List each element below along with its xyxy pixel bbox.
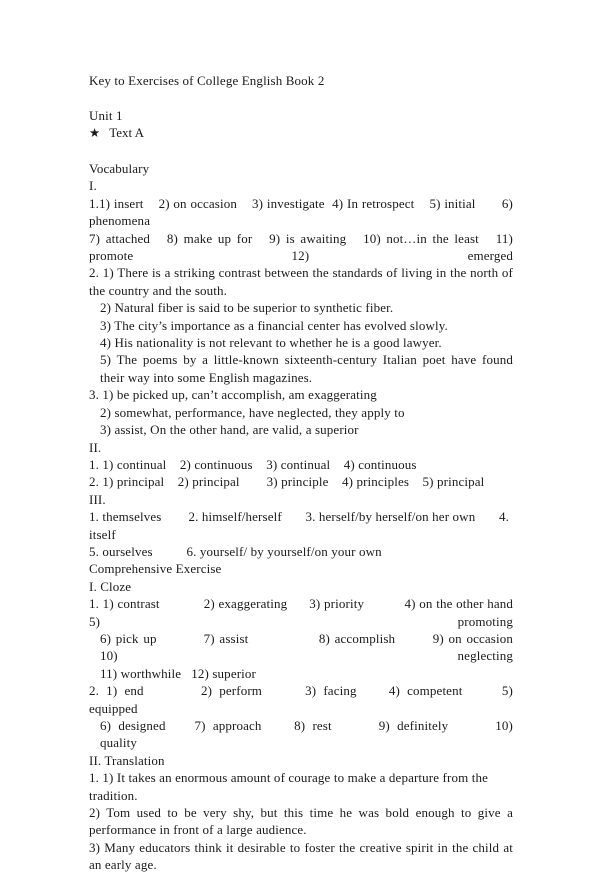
cloze-item-2a: 2. 1) end 2) perform 3) facing 4) competent 5) equipped: [89, 683, 517, 716]
spacer: [89, 143, 513, 160]
vocabulary-item-1b: 7) attached 8) make up for 9) is awaiting 10) not…in the least 11) promote 12) emerged: [89, 230, 517, 264]
cloze-label: I. Cloze: [89, 578, 132, 594]
vocabulary-item-2-5: 5) The poems by a little-known sixteenth-century Italian poet have found their way into some English magazines.: [100, 352, 517, 385]
document-title: Key to Exercises of College English Book 2: [89, 73, 325, 88]
comprehensive-heading: Comprehensive Exercise: [89, 561, 222, 577]
vocabulary-part-3-label: III.: [89, 491, 106, 507]
vocabulary-part-2-item-2: 2. 1) principal 2) principal 3) principle 4) principles 5) principal: [89, 474, 485, 490]
vocabulary-item-1a: 1.1) insert 2) on occasion 3) investigate 4) In retrospect 5) initial 6) phenomena: [89, 195, 517, 229]
vocabulary-item-2-4: 4) His nationality is not relevant to whether he is a good lawyer.: [100, 335, 442, 351]
vocabulary-item-3-3: 3) assist, On the other hand, are valid, a superior: [100, 422, 359, 438]
cloze-item-1a: 1. 1) contrast 2) exaggerating 3) priority 4) on the other hand 5) promoting: [89, 596, 534, 629]
spacer: [89, 89, 513, 106]
vocabulary-part-2-item-1: 1. 1) continual 2) continuous 3) continual 4) continuous: [89, 456, 417, 472]
vocabulary-item-3-2: 2) somewhat, performance, have neglected, they apply to: [100, 404, 405, 420]
translation-item-3: 3) Many educators think it desirable to foster the creative spirit in the child at an early age.: [89, 839, 517, 873]
vocabulary-part-1-label: I.: [89, 178, 97, 194]
vocabulary-item-2-1: 2. 1) There is a striking contrast between the standards of living in the north of the country and the south.: [89, 265, 517, 298]
vocabulary-item-2-2: 2) Natural fiber is said to be superior to synthetic fiber.: [100, 300, 394, 316]
vocabulary-item-2-3: 3) The city’s importance as a financial center has evolved slowly.: [100, 317, 448, 333]
cloze-item-2b: 6) designed 7) approach 8) rest 9) definitely 10) quality: [100, 718, 517, 751]
cloze-item-1c: 11) worthwhile 12) superior: [100, 665, 257, 681]
vocabulary-part-3-item-1: 1. themselves 2. himself/herself 3. herself/by herself/on her own 4. itself: [89, 509, 513, 542]
unit-heading: Unit 1: [89, 107, 123, 123]
star-icon: ★: [89, 126, 101, 141]
vocabulary-part-2-label: II.: [89, 439, 102, 455]
vocabulary-item-3-1: 3. 1) be picked up, can’t accomplish, am exaggerating: [89, 387, 377, 403]
document-body: [89, 72, 547, 874]
text-a-heading: [89, 124, 513, 142]
text-a-label: Text A: [109, 125, 145, 141]
vocabulary-heading: Vocabulary: [89, 161, 150, 176]
cloze-item-1b: 6) pick up 7) assist 8) accomplish 9) on occasion 10) neglecting: [100, 630, 547, 664]
translation-item-1: 1. 1) It takes an enormous amount of courage to make a departure from the tradition.: [89, 770, 492, 803]
translation-item-2: 2) Tom used to be very shy, but this time he was bold enough to give a performance in front of a large audience.: [89, 805, 517, 838]
translation-label: II. Translation: [89, 752, 165, 768]
vocabulary-part-3-item-2: 5. ourselves 6. yourself/ by yourself/on your own: [89, 543, 382, 559]
